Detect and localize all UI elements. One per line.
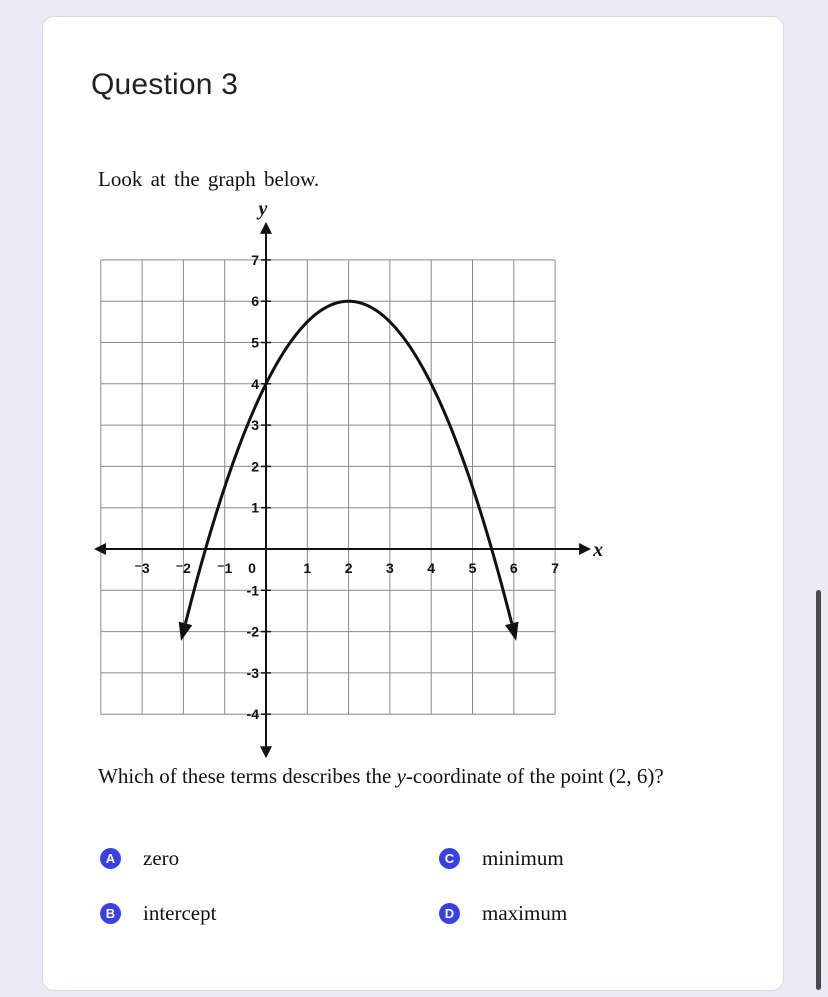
y-tick-label: 2 (251, 458, 259, 475)
chart-tick-labels (135, 252, 560, 722)
y-tick-label: 3 (251, 417, 259, 434)
x-tick-label: 0 (248, 560, 256, 576)
x-tick-label: 1 (303, 560, 312, 576)
option-c-text: minimum (482, 846, 564, 870)
y-tick-label: 7 (251, 251, 259, 268)
x-tick-label: ⁻1 (217, 560, 233, 576)
question-text-variable: y (396, 764, 406, 788)
y-tick-label: -1 (246, 582, 259, 599)
question-prompt: Look at the graph below. (98, 167, 320, 191)
y-axis-label: y (258, 198, 268, 220)
x-tick-label: 5 (468, 560, 477, 576)
y-tick-label: 1 (251, 499, 259, 516)
option-a-text: zero (143, 846, 180, 870)
option-d-badge: D (439, 903, 460, 924)
x-tick-label: 6 (509, 560, 518, 576)
x-tick-label: 3 (386, 560, 394, 576)
x-tick-label: 4 (427, 560, 436, 576)
x-tick-label: ⁻3 (134, 560, 150, 576)
option-d[interactable] (439, 901, 567, 926)
scrollbar[interactable] (816, 590, 821, 990)
parabola-graph (90, 195, 610, 760)
option-c-badge: C (439, 848, 460, 869)
option-b-text: intercept (143, 901, 217, 925)
option-b-badge: B (100, 903, 121, 924)
y-tick-label: 6 (251, 293, 259, 310)
y-tick-label: -3 (246, 664, 259, 681)
x-tick-label: ⁻2 (175, 560, 191, 576)
option-a[interactable] (100, 846, 179, 871)
option-a-badge: A (100, 848, 121, 869)
question-text (98, 763, 698, 790)
question-text-start: Which of these terms describes the (98, 764, 397, 788)
option-d-text: maximum (482, 901, 568, 925)
question-title: Question 3 (91, 68, 239, 101)
option-c[interactable] (439, 846, 564, 871)
y-tick-label: -4 (246, 706, 259, 723)
x-axis-label: x (593, 539, 604, 561)
y-tick-label: 4 (251, 375, 259, 392)
x-tick-label: 2 (344, 560, 353, 576)
chart-grid (101, 260, 555, 714)
x-tick-label: 7 (551, 560, 559, 576)
question-text-end: -coordinate of the point (2, 6)? (405, 764, 664, 788)
y-tick-label: -2 (246, 623, 259, 640)
y-tick-label: 5 (251, 334, 259, 351)
option-b[interactable] (100, 901, 216, 926)
chart-axes (100, 228, 585, 752)
